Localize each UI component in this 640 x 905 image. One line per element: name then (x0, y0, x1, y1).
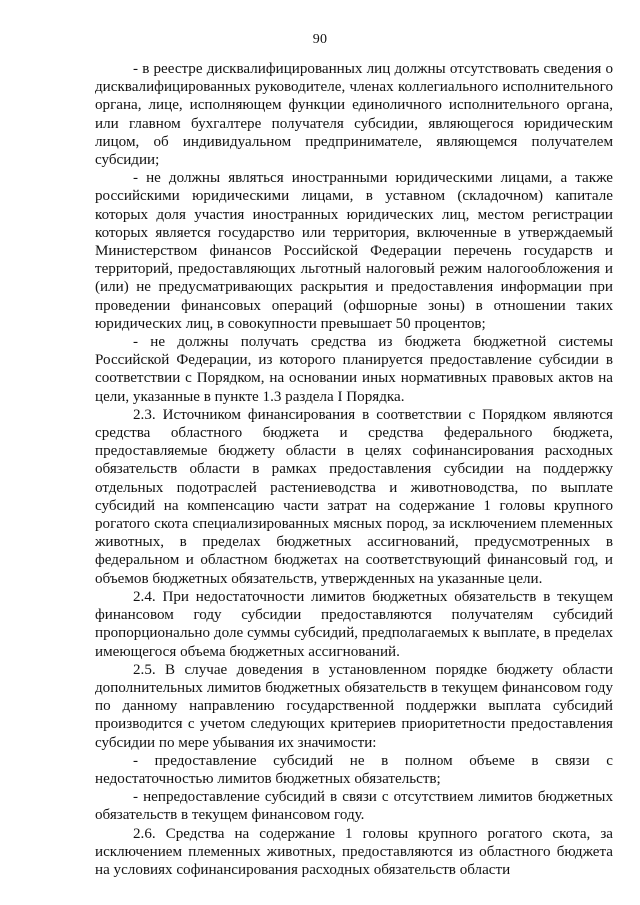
paragraph-other-funds: - не должны получать средства из бюджета бюджетной системы Российской Федерации, из которого планируется предоставление субсидии в соответствии с Порядком, на основании иных нормативных правовых актов на цели, указанные в пункте 1.3 раздела I Порядка. (95, 334, 613, 405)
paragraph-criterion-none: - непредоставление субсидий в связи с отсутствием лимитов бюджетных обязательств в текущем финансовом году. (95, 789, 613, 824)
document-body (95, 60, 613, 879)
paragraph-disqualified-registry: - в реестре дисквалифицированных лиц должны отсутствовать сведения о дисквалифицированных руководителе, членах коллегиального исполнительного органа, лице, исполняющем функции единоличного исполнительного органа, или главном бухгалтере получателя субсидии, являющегося юридическим лицом, об индивидуальном предпринимателе, являющемся получателем субсидии; (95, 61, 613, 169)
paragraph-2-6-funds: 2.6. Средства на содержание 1 головы крупного рогатого скота, за исключением племенных животных, предоставляются из областного бюджета на условиях софинансирования расходных обязательств области (95, 825, 613, 878)
page-number: 90 (312, 32, 328, 47)
paragraph-criterion-partial: - предоставление субсидий не в полном объеме в связи с недостаточностью лимитов бюджетных обязательств; (95, 752, 613, 787)
paragraph-2-3-funding-source: 2.3. Источником финансирования в соответствии с Порядком являются средства областного бюджета и средства федерального бюджета, предоставляемые бюджету области в целях софинансирования расходных обязательств области в рамках предоставления субсидии на поддержку отдельных подотраслей растениеводства и животноводства, по выплате субсидий на компенсацию части затрат на содержание 1 головы крупного рогатого скота специализированных мясных пород, за исключением племенных животных, в пределах бюджетных ассигнований, предусмотренных в федеральном и областном бюджетах на соответствующий финансовый год, и объемов бюджетных обязательств, утвержденных на указанные цели. (95, 406, 613, 587)
paragraph-2-4-insufficient-limits: 2.4. При недостаточности лимитов бюджетных обязательств в текущем финансовом году субсидии предоставляются получателям субсидий пропорционально доле суммы субсидий, предполагаемых к выплате, в пределах имеющегося объема бюджетных ассигнований. (95, 588, 613, 660)
paragraph-foreign-entities: - не должны являться иностранными юридическими лицами, а также российскими юридическими лицами, в уставном (складочном) капитале которых доля участия иностранных юридических лиц, местом регистрации которых является государство или территория, включенные в утверждаемый Министерством финансов Российской Федерации перечень государств и территорий, предоставляющих льготный налоговый режим налогообложения и (или) не предусматривающих раскрытия и предоставления информации при проведении финансовых операций (офшорные зоны) в отношении таких юридических лиц, в совокупности превышает 50 процентов; (95, 170, 613, 332)
paragraph-2-5-additional-limits: 2.5. В случае доведения в установленном порядке бюджету области дополнительных лимитов бюджетных обязательств в текущем финансовом году по данному направлению государственной поддержки выплата субсидий производится с учетом следующих критериев приоритетности предоставления субсидии по мере убывания их значимости: (95, 661, 613, 751)
